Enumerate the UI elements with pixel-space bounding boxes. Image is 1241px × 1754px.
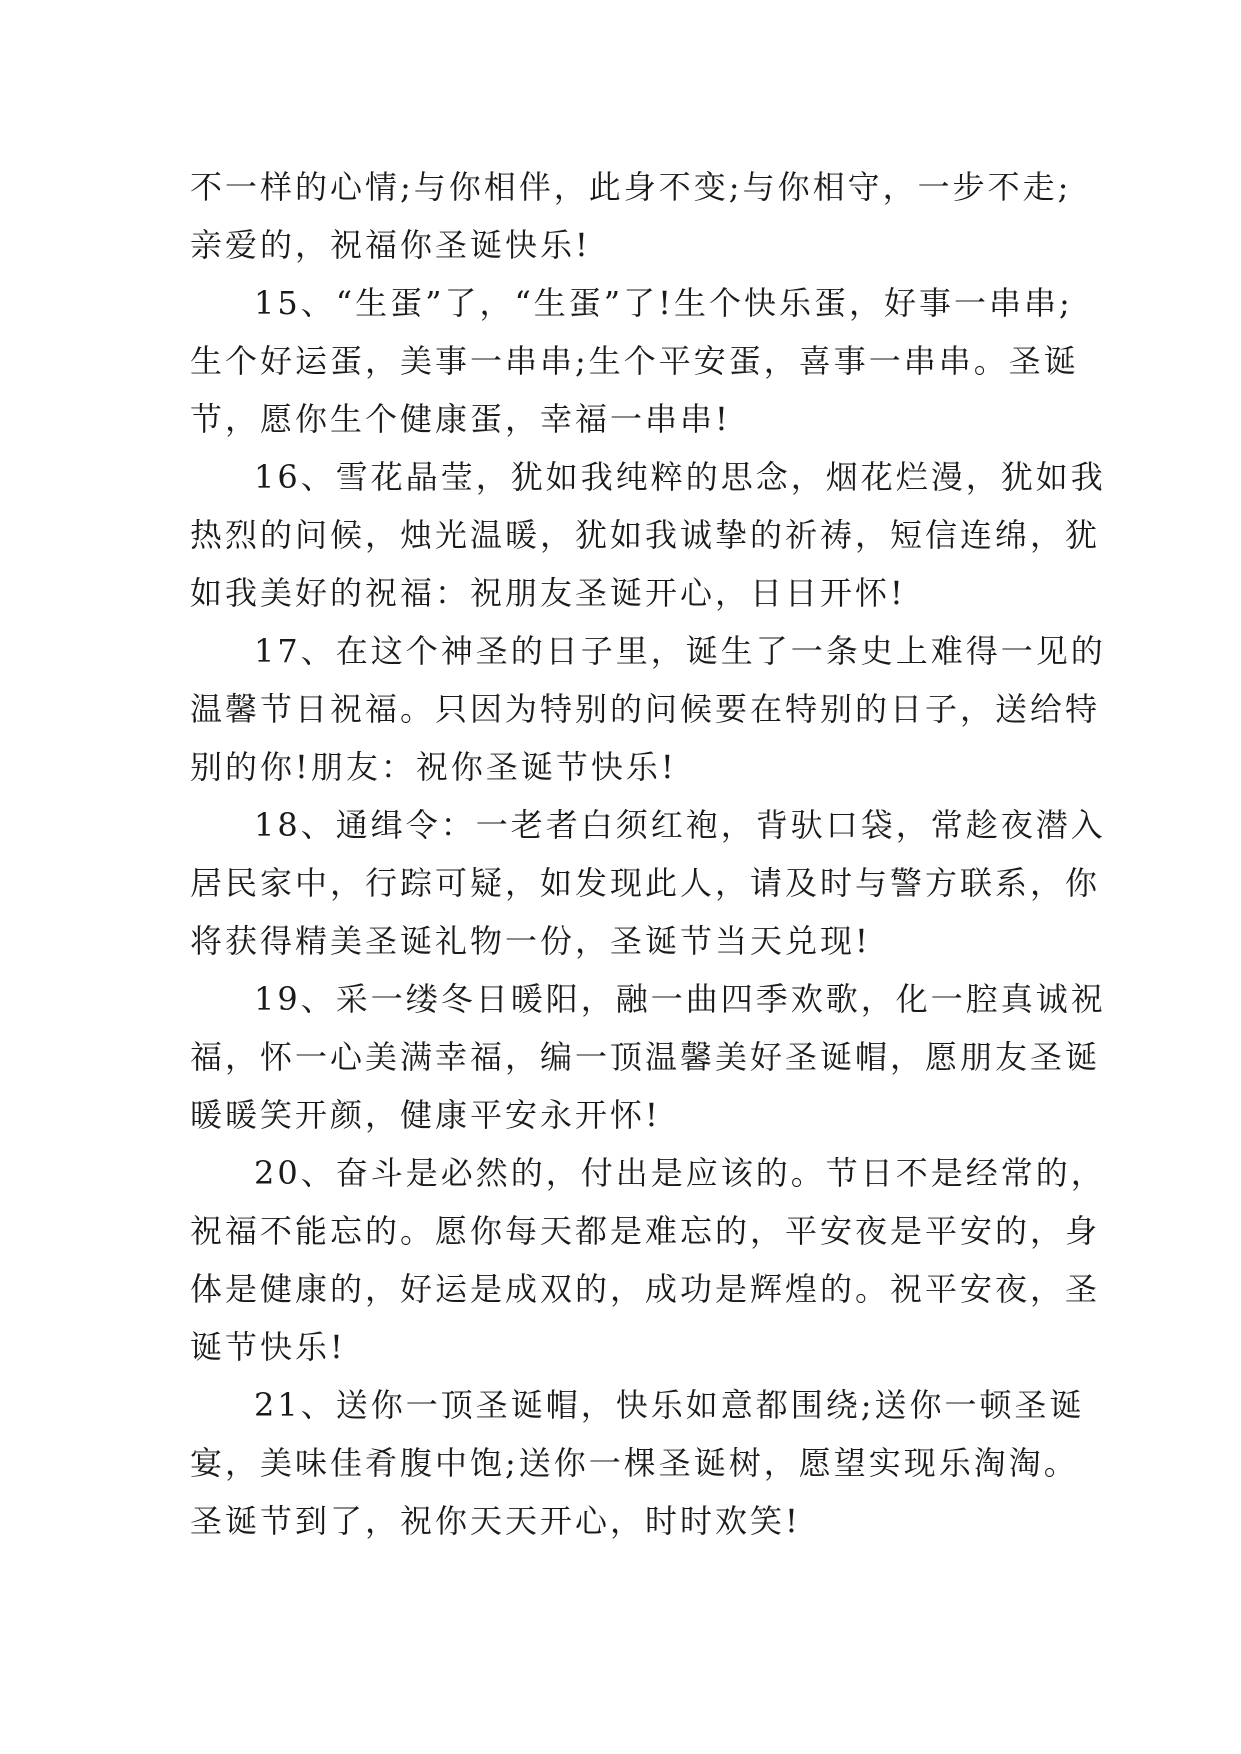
text-line: 如我美好的祝福：祝朋友圣诞开心，日日开怀! [190, 574, 906, 612]
text-line: 将获得精美圣诞礼物一份，圣诞节当天兑现! [190, 922, 871, 960]
text-line: 体是健康的，好运是成双的，成功是辉煌的。祝平安夜，圣 [190, 1270, 1101, 1308]
paragraph-17 [190, 622, 1106, 796]
paragraph-18 [190, 796, 1106, 970]
text-line: 祝福不能忘的。愿你每天都是难忘的，平安夜是平安的，身 [190, 1212, 1101, 1250]
paragraph-16 [190, 448, 1106, 622]
text-line: 居民家中，行踪可疑，如发现此人，请及时与警方联系，你 [190, 864, 1101, 902]
text-line: 16、雪花晶莹，犹如我纯粹的思念，烟花烂漫，犹如我 [254, 458, 1106, 496]
text-line: 18、通缉令：一老者白须红袍，背驮口袋，常趁夜潜入 [254, 806, 1106, 844]
text-line: 15、“生蛋”了，“生蛋”了!生个快乐蛋，好事一串串; [254, 284, 1073, 322]
paragraph-21 [190, 1376, 1085, 1550]
text-line: 暖暖笑开颜，健康平安永开怀! [190, 1096, 661, 1134]
text-line: 不一样的心情;与你相伴，此身不变;与你相守，一步不走; [190, 168, 1072, 206]
text-line: 宴，美味佳肴腹中饱;送你一棵圣诞树，愿望实现乐淘淘。 [190, 1444, 1079, 1482]
paragraph-19 [190, 970, 1106, 1144]
text-line: 诞节快乐! [190, 1328, 346, 1366]
text-line: 福，怀一心美满幸福，编一顶温馨美好圣诞帽，愿朋友圣诞 [190, 1038, 1101, 1076]
text-line: 别的你!朋友：祝你圣诞节快乐! [190, 748, 677, 786]
text-line: 热烈的问候，烛光温暖，犹如我诚挚的祈祷，短信连绵，犹 [190, 516, 1101, 554]
text-line: 节，愿你生个健康蛋，幸福一串串! [190, 400, 731, 438]
text-line: 圣诞节到了，祝你天天开心，时时欢笑! [190, 1502, 801, 1540]
paragraph-20 [190, 1144, 1106, 1376]
paragraph-15 [190, 274, 1079, 448]
document-body [190, 158, 1106, 1550]
text-line: 21、送你一顶圣诞帽，快乐如意都围绕;送你一顿圣诞 [254, 1386, 1085, 1424]
text-line: 19、采一缕冬日暖阳，融一曲四季欢歌，化一腔真诚祝 [254, 980, 1106, 1018]
text-line: 亲爱的，祝福你圣诞快乐! [190, 226, 591, 264]
text-line: 温馨节日祝福。只因为特别的问候要在特别的日子，送给特 [190, 690, 1101, 728]
text-line: 20、奋斗是必然的，付出是应该的。节日不是经常的， [254, 1154, 1106, 1192]
text-line: 17、在这个神圣的日子里，诞生了一条史上难得一见的 [254, 632, 1106, 670]
paragraph-14-continuation [190, 158, 1072, 274]
text-line: 生个好运蛋，美事一串串;生个平安蛋，喜事一串串。圣诞 [190, 342, 1079, 380]
